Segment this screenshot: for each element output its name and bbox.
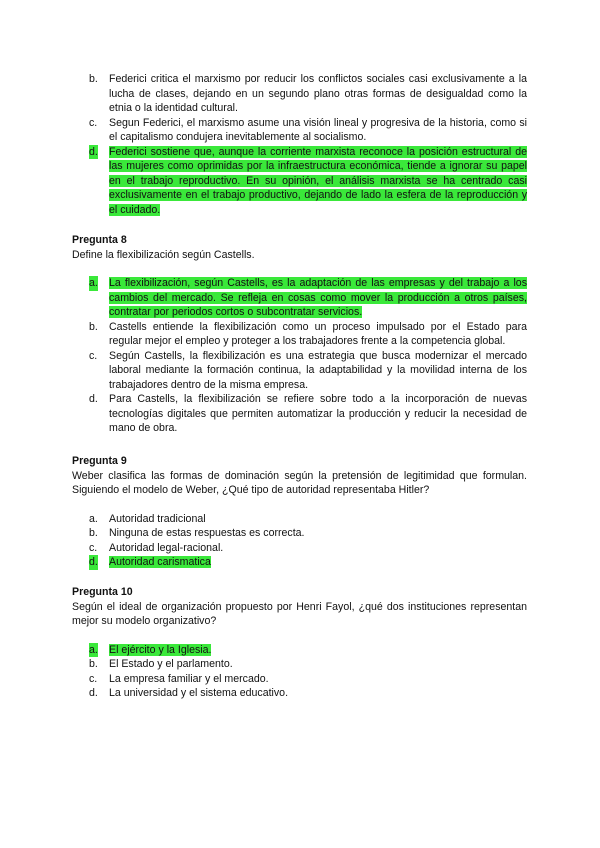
option-text: El Estado y el parlamento. bbox=[109, 658, 233, 670]
q9-option-b bbox=[72, 526, 527, 541]
q7-option-b bbox=[72, 72, 527, 116]
option-text: Castells entiende la flexibilización como un proceso impulsado por el Estado para regular mejor el empleo y proteger a los trabajadores frente a la competencia global. bbox=[109, 320, 527, 347]
question-title: Pregunta 9 bbox=[72, 455, 127, 467]
question-9-block bbox=[72, 454, 527, 570]
option-text: Ninguna de estas respuestas es correcta. bbox=[109, 527, 305, 539]
question-title: Pregunta 8 bbox=[72, 234, 127, 246]
option-letter: b. bbox=[89, 658, 98, 670]
question-8-options bbox=[72, 276, 527, 436]
option-text: Segun Federici, el marxismo asume una visión lineal y progresiva de la historia, como si el capitalismo condujera inevitablemente al socialismo. bbox=[109, 116, 527, 143]
question-10-options bbox=[72, 643, 527, 701]
question-title: Pregunta 10 bbox=[72, 586, 133, 598]
question-9-options bbox=[72, 512, 527, 570]
question-8-block bbox=[72, 233, 527, 436]
option-text: La universidad y el sistema educativo. bbox=[109, 687, 289, 699]
q10-option-a bbox=[72, 643, 527, 658]
q8-option-b bbox=[72, 320, 527, 349]
option-text: Para Castells, la flexibilización se refiere sobre todo a la incorporación de nuevas tecnologías digitales que permiten automatizar la producción y reducir la necesidad de mano de obra. bbox=[109, 393, 527, 434]
option-letter: a. bbox=[89, 512, 98, 525]
option-letter: c. bbox=[89, 116, 98, 129]
q9-option-d bbox=[72, 555, 527, 570]
option-letter: d. bbox=[89, 687, 98, 699]
option-text-highlighted: El ejército y la Iglesia. bbox=[109, 643, 212, 656]
option-letter: b. bbox=[89, 527, 98, 539]
option-text-highlighted: Autoridad carismatica bbox=[109, 556, 211, 568]
option-letter: c. bbox=[89, 349, 98, 362]
option-text: La empresa familiar y el mercado. bbox=[109, 672, 269, 685]
option-text: Según Castells, la flexibilización es una estrategia que busca modernizar el mercado laboral mediante la formación continua, la adaptabilidad y la movilidad interna de los trabajadores dentro de la misma empresa. bbox=[109, 349, 527, 391]
question-text: Define la flexibilización según Castells. bbox=[72, 248, 255, 261]
question-text: Según el ideal de organización propuesto por Henri Fayol, ¿qué dos instituciones representan mejor su modelo organizativo? bbox=[72, 600, 527, 627]
option-letter: b. bbox=[89, 320, 98, 333]
q7-option-d bbox=[72, 145, 527, 218]
option-letter: c. bbox=[89, 672, 98, 685]
q8-option-c bbox=[72, 349, 527, 393]
q7-option-c bbox=[72, 116, 527, 145]
option-text-highlighted: Federici sostiene que, aunque la corriente marxista reconoce la posición estructural de las mujeres como oprimidas por la infraestructura económica, tiende a ignorar su papel en el trabajo reproductivo. En su opinión, el análisis marxista se ha centrado casi exclusivamente en el trabajo productivo, dejando de lado la esfera de la reproducción y el cuidado. bbox=[109, 145, 527, 216]
option-text: Federici critica el marxismo por reducir los conflictos sociales casi exclusivamente a la lucha de clases, dejando en un segundo plano otras formas de desigualdad como la etnia o la identidad cultural. bbox=[109, 73, 527, 114]
question-7-options bbox=[72, 72, 527, 217]
option-letter: b. bbox=[89, 73, 98, 85]
option-letter: a. bbox=[89, 277, 98, 289]
q8-option-a bbox=[72, 276, 527, 320]
q9-option-c bbox=[72, 541, 527, 556]
question-text: Weber clasifica las formas de dominación según la pretensión de legitimidad que formulan. Siguiendo el modelo de Weber, ¿Qué tipo de autoridad representaba Hitler? bbox=[72, 469, 527, 496]
option-letter: c. bbox=[89, 541, 98, 554]
q10-option-d bbox=[72, 686, 527, 701]
option-text-highlighted: La flexibilización, según Castells, es la adaptación de las empresas y del trabajo a los cambios del mercado. Se refleja en cosas como mover la producción a otros países, contratar por periodos cortos o subcontratar servicios. bbox=[109, 277, 527, 318]
q9-option-a bbox=[72, 512, 527, 527]
option-letter: d. bbox=[89, 145, 98, 158]
option-text: Autoridad legal-racional. bbox=[109, 541, 224, 554]
q10-option-b bbox=[72, 657, 527, 672]
question-10-block bbox=[72, 585, 527, 701]
option-letter: a. bbox=[89, 643, 98, 656]
q8-option-d bbox=[72, 392, 527, 436]
option-text: Autoridad tradicional bbox=[109, 512, 206, 525]
q10-option-c bbox=[72, 672, 527, 687]
question-7-block bbox=[72, 72, 527, 217]
option-letter: d. bbox=[89, 556, 98, 568]
option-letter: d. bbox=[89, 393, 98, 405]
